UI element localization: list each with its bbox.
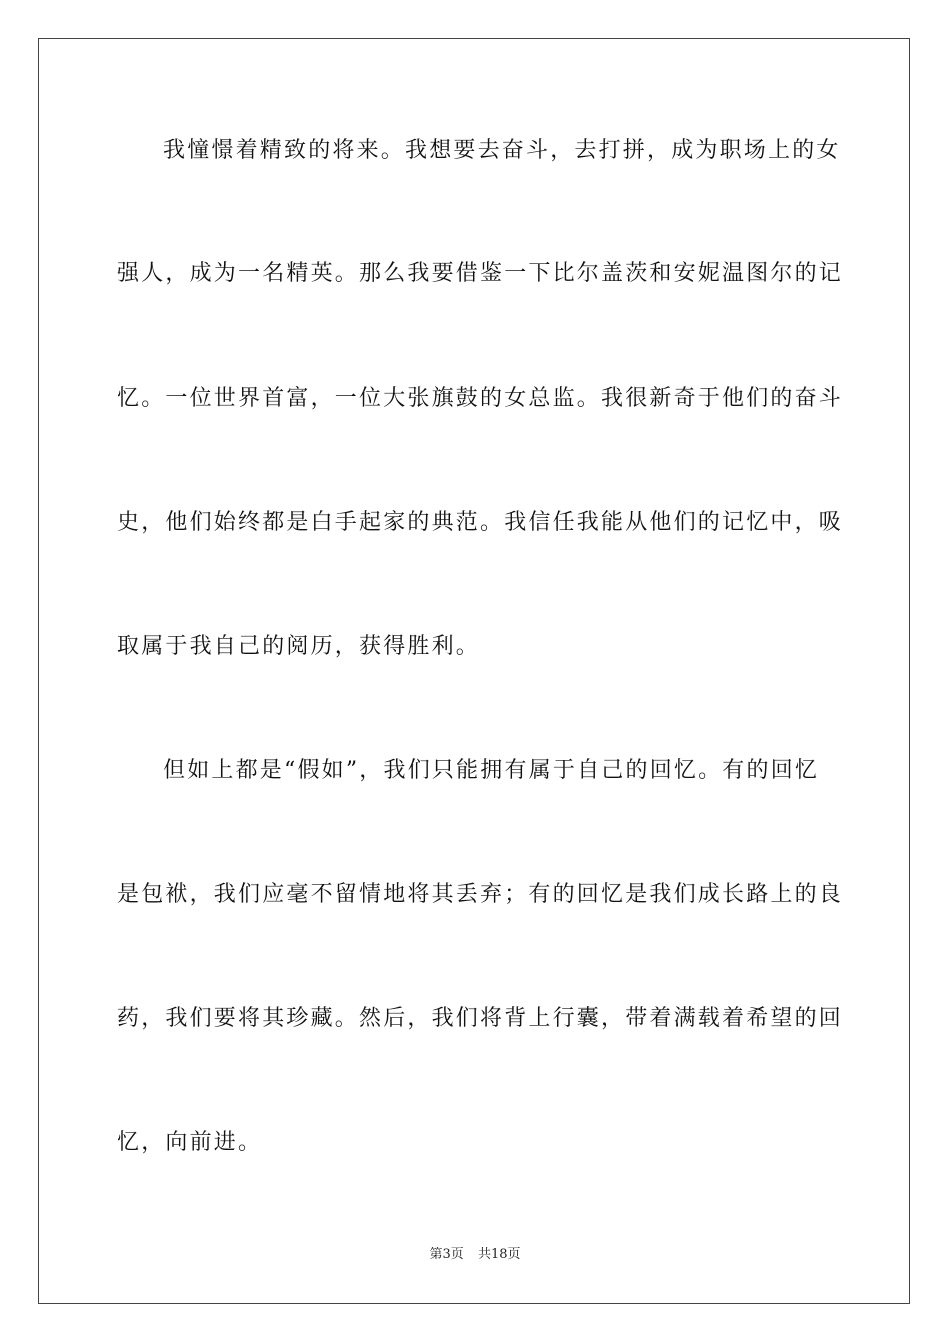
paragraph-1-line-1: 我憧憬着精致的将来。我想要去奋斗，去打拼，成为职场上的女: [163, 138, 841, 163]
paragraph-1-line-4: 史，他们始终都是白手起家的典范。我信任我能从他们的记忆中，吸: [117, 510, 844, 535]
paragraph-1-line-5: 取属于我自己的阅历，获得胜利。: [117, 634, 481, 659]
paragraph-2-line-3: 药，我们要将其珍藏。然后，我们将背上行囊，带着满载着希望的回: [117, 1006, 844, 1031]
page-footer: [0, 1246, 950, 1264]
page-border: [38, 38, 910, 1304]
paragraph-2-line-4: 忆，向前进。: [117, 1130, 263, 1155]
paragraph-1-line-2: 强人，成为一名精英。那么我要借鉴一下比尔盖茨和安妮温图尔的记: [117, 261, 844, 286]
paragraph-2-line-1: 但如上都是“假如”，我们只能拥有属于自己的回忆。有的回忆: [163, 758, 820, 783]
paragraph-1-line-3: 忆。一位世界首富，一位大张旗鼓的女总监。我很新奇于他们的奋斗: [117, 386, 844, 411]
page-number: 第3页: [429, 1247, 464, 1262]
page-total: 共18页: [477, 1247, 521, 1262]
paragraph-2-line-2: 是包袱，我们应毫不留情地将其丢弃；有的回忆是我们成长路上的良: [117, 882, 844, 907]
